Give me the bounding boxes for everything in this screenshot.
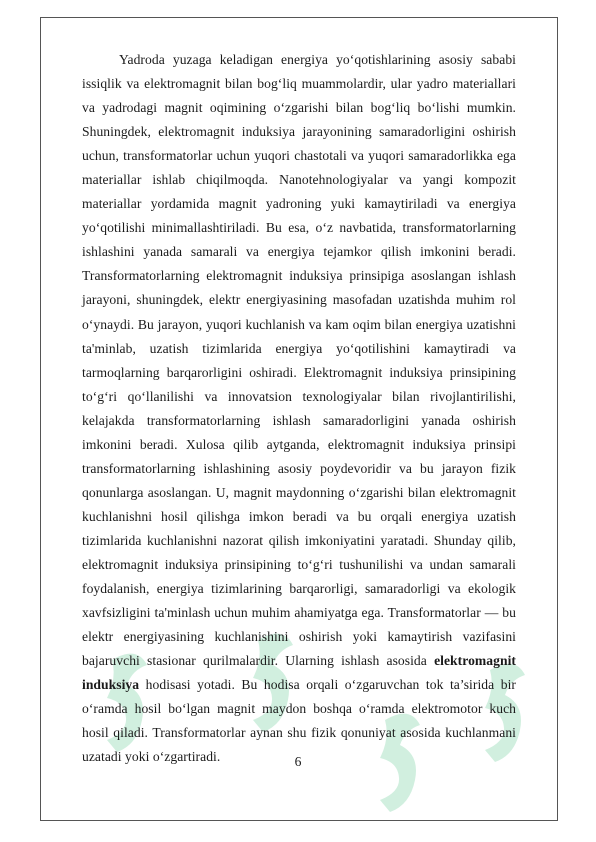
paragraph-text-after-bold: hodisasi yotadi. Bu hodisa orqali o‘zgaruvchan tok ta’sirida bir o‘ramda hosil bo‘lgan magnit maydon boshqa o‘ramda elektromotor kuch hosil qiladi. Transformatorlar aynan shu fizik qonuniyat asosida kuchlanmani uzatadi yoki o‘zgartiradi. [82,677,516,765]
bold-term: elektromagnit induksiya [82,653,517,693]
paragraph-text-before-bold: Yadroda yuzaga keladigan energiya yo‘qotishlarining asosiy sababi issiqlik va elektromagnit bilan bog‘liq muammolardir, ular yadro materiallari va yadrodagi magnit oqimining o‘zgarishi bilan bog‘liq bo‘lishi mumkin. Shuningdek, elektromagnit induksiya jarayonining samaradorligini oshirish uchun, transformatorlar uchun yuqori chastotali va yuqori samaradorlikka ega materiallar ishlab chiqilmoqda. Nanotehnologiyalar va yangi kompozit materiallar yordamida magnit yadroning yuki kamaytiriladi va energiya yo‘qotilishi minimallashtiriladi. Bu esa, o‘z navbatida, transformatorlarning ishlashini yanada samarali va energiya tejamkor qilish imkonini beradi. Transformatorlarning elektromagnit induksiya prinsipiga asoslangan ishlash jarayoni, shuningdek, elektr energiyasining masofadan uzatishda muhim rol o‘ynaydi. Bu jarayon, yuqori kuchlanish va kam oqim bilan energiya uzatishni ta'minlab, uzatish tizimlarida energiya yo‘qotilishini kamaytiradi va tarmoqlarning barqarorligini oshiradi. Elektromagnit induksiya prinsipining to‘g‘ri qo‘llanilishi va innovatsion texnologiyalar bilan rivojlantirilishi, kelajakda transformatorlarning ishlash samaradorligini yanada oshirish imkonini beradi. Xulosa qilib aytganda, elektromagnit induksiya prinsipi transformatorlarning ishlashining asosiy poydevoridir va bu jarayon fizik qonunlarga asoslangan. U, magnit maydonning o‘zgarishi bilan elektromagnit kuchlanishni hosil qilishga imkon beradi va bu orqali energiya uzatish tizimlarida kuchlanishni nazorat qilish imkoniyatini yaratadi. Shunday qilib, elektromagnit induksiya prinsipining to‘g‘ri tushunilishi va undan samarali foydalanish, energiya tizimlarining barqarorligi, samaradorligi va ekologik xavfsizligini ta'minlash uchun muhim ahamiyatga ega. Transformatorlar — bu elektr energiyasining kuchlanishini oshirish yoki kamaytirish vazifasini bajaruvchi stasionar qurilmalardir. Ularning ishlash asosida [82,52,516,669]
paragraph [82,48,516,769]
page-number: 6 [294,754,302,769]
body-text [82,48,516,769]
